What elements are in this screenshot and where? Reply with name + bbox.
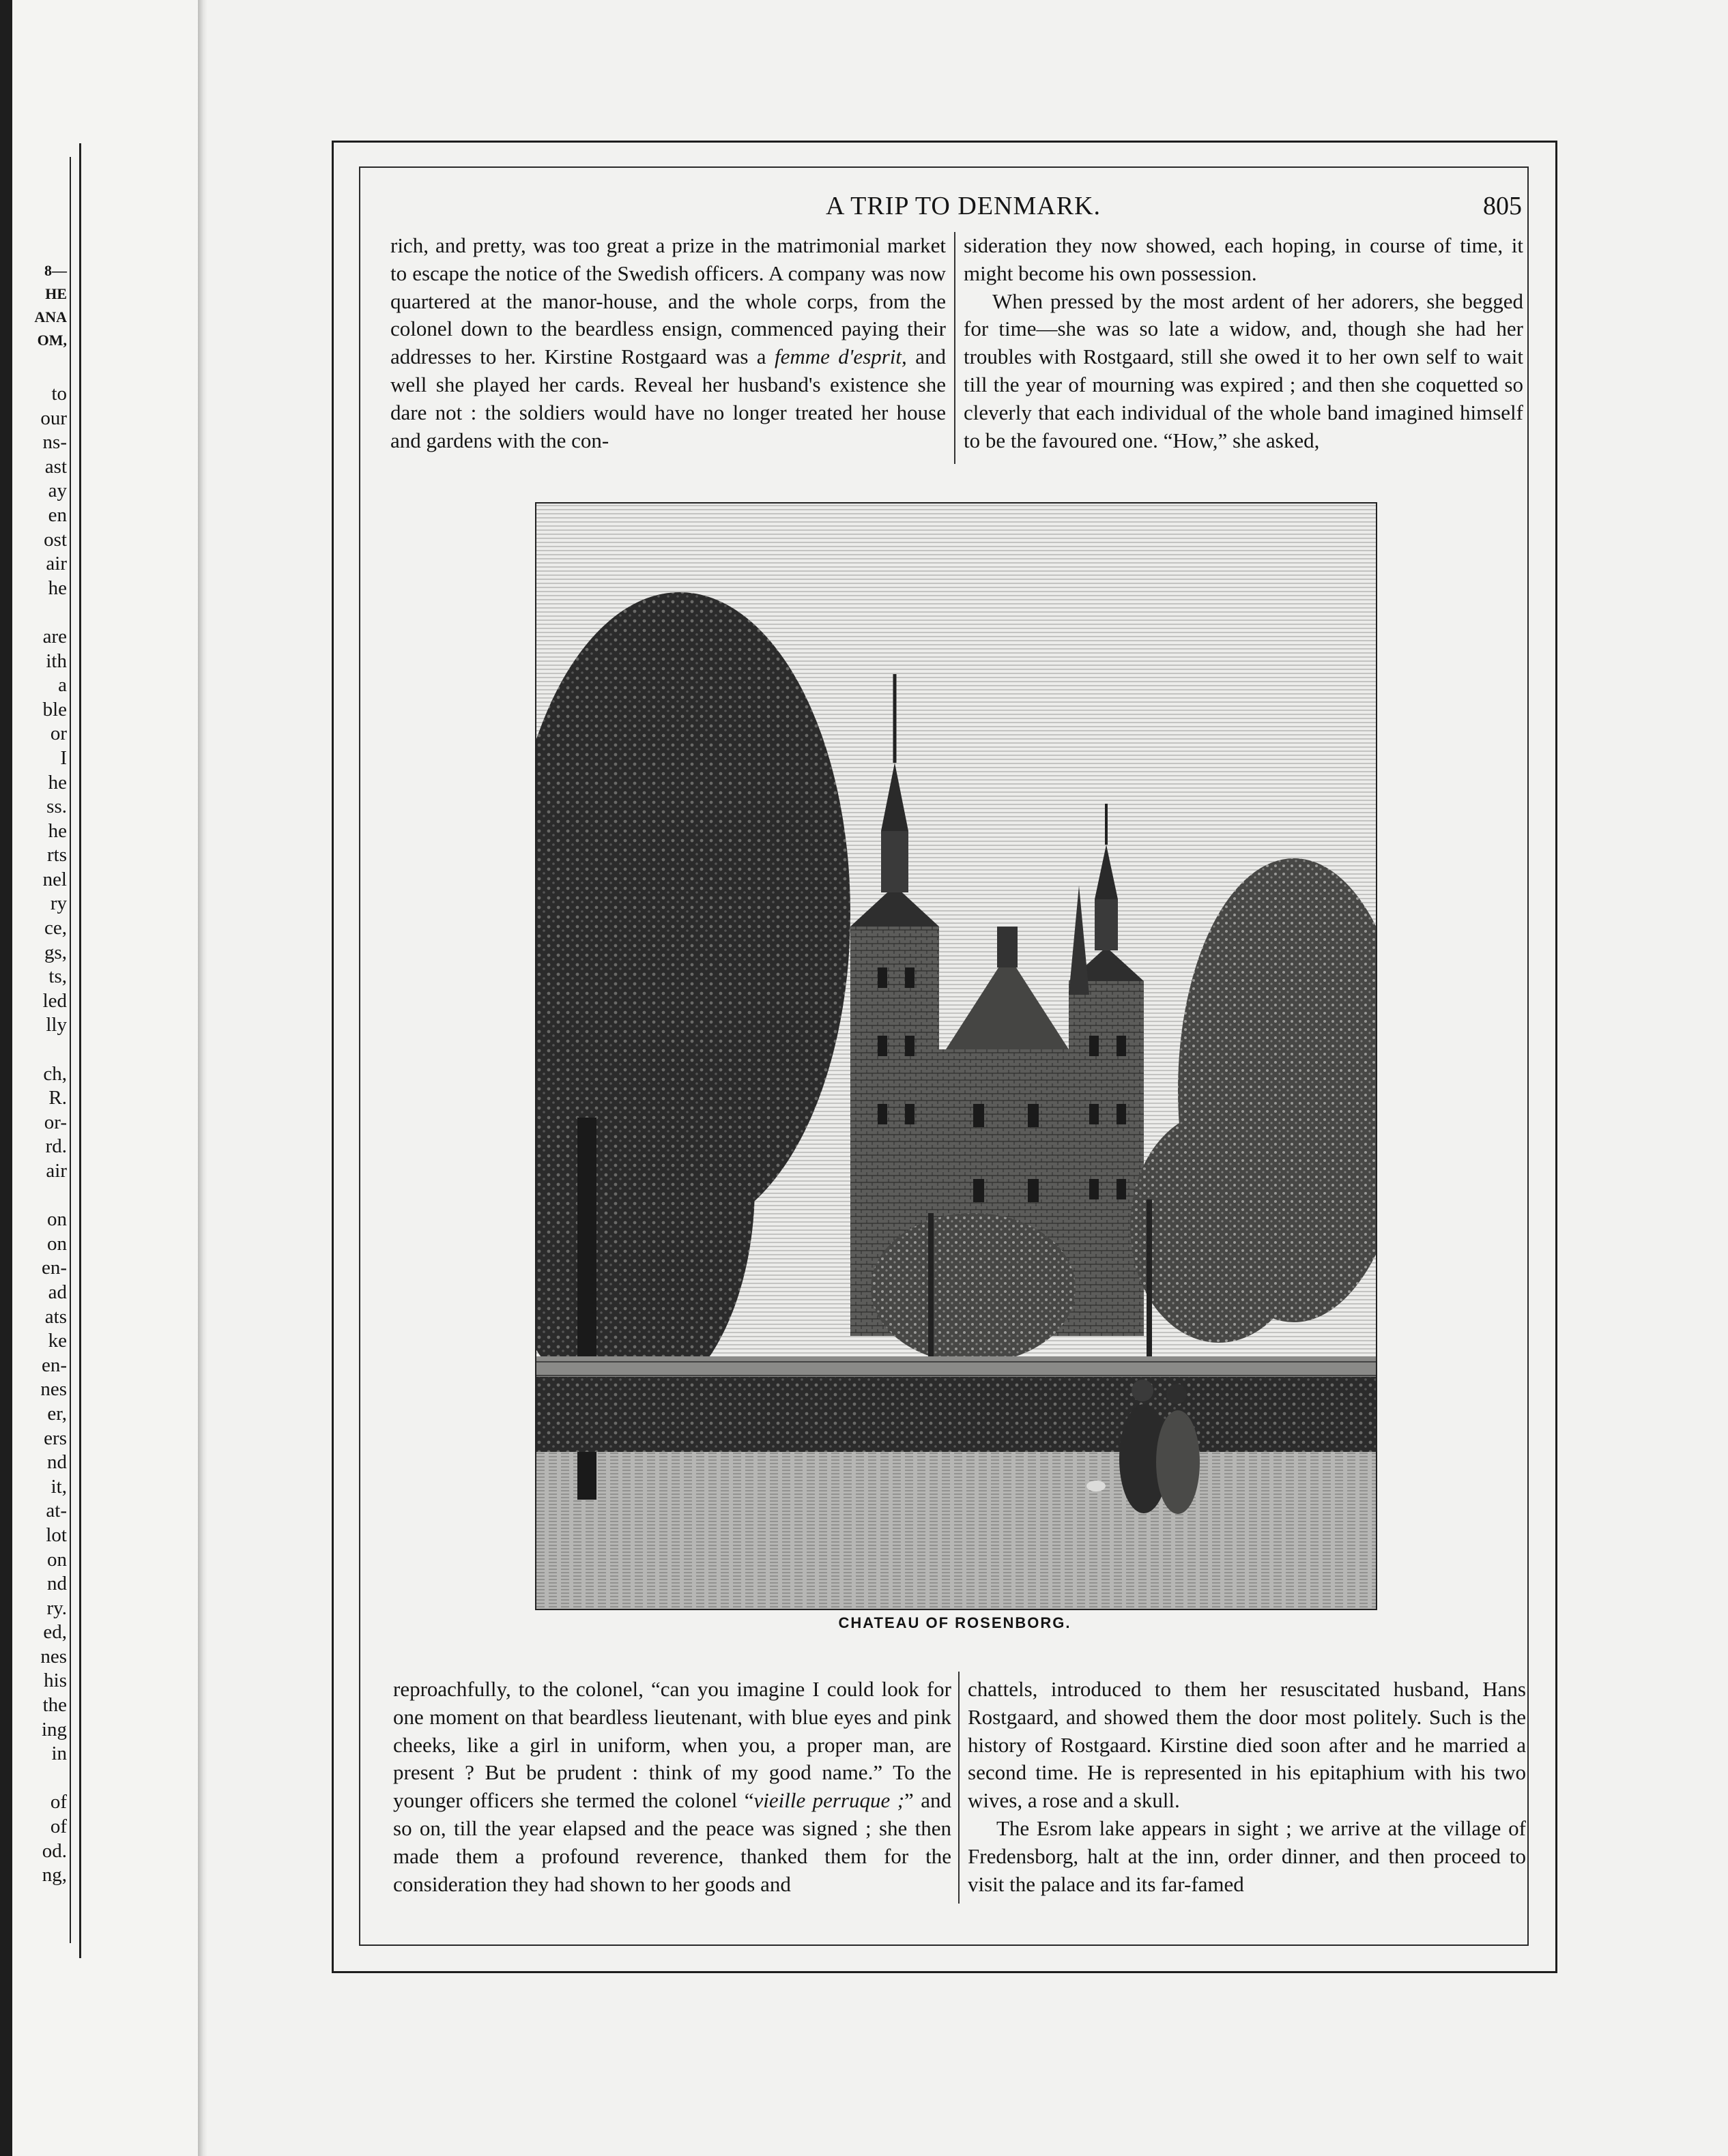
- top-left-column: [390, 232, 946, 454]
- running-title: A TRIP TO DENMARK.: [826, 192, 1101, 220]
- bottom-right-column: [968, 1676, 1526, 1898]
- bottom-left-column: [393, 1676, 951, 1898]
- figure-caption: CHATEAU OF ROSENBORG.: [838, 1614, 1071, 1631]
- column-rule-top: [954, 232, 955, 464]
- paragraph: sideration they now showed, each hoping, in course of time, it might become his own possession.: [964, 233, 1523, 285]
- adjacent-page: [12, 0, 198, 2156]
- text-run: reproachfully, to the colonel, “can you imagine I could look for one moment on that beardless lieutenant, with blue eyes and pink cheeks, like a girl in uniform, when you, a proper man, are present ? But be prudent : think of my good name.” To the younger officers she termed the colonel “: [393, 1677, 951, 1813]
- engraving-illustration: [535, 502, 1377, 1610]
- paragraph: [390, 232, 946, 454]
- text-run: and well she played her cards. Reveal her husband's existence she dare not : the soldiers would have no longer treated her house and gardens with the con-: [390, 345, 946, 452]
- running-header: [382, 191, 1529, 224]
- top-right-column: [964, 232, 1523, 454]
- page-fold-shadow: [198, 0, 207, 2156]
- page-number: 805: [1483, 192, 1522, 220]
- text-run: rich, and pretty, was too great a prize in the matrimonial market to escape the notice of the Swedish officers. A company was now quartered at the manor-house, and the whole corps, from the colonel down to the beardless ensign, commenced paying their addresses to her. Kirstine Rostgaard was a: [390, 233, 946, 369]
- adjacent-page-text-fragments: to our ns- ast ay en ost air he are ith a ble or I he ss. he rts nel ry ce, gs, ts, led lly ch, R. or- rd. air on on en- ad ats ke en- nes er, ers nd it, at- lot on nd ry. ed, nes his the ing in of of od. ng,: [40, 383, 67, 1886]
- adjacent-page-heading-fragments: 8— HE ANA OM,: [34, 262, 67, 349]
- castle-engraving: [536, 504, 1376, 1609]
- text-run: ” and so on, till the year elapsed and the peace was signed ; she then made them a profound reverence, thanked them for the consideration they had shown to her goods and: [393, 1788, 951, 1896]
- paragraph: chattels, introduced to them her resuscitated husband, Hans Rostgaard, and showed them the door most politely. Such is the history of Rostgaard. Kirstine died soon after and he married a second time. He is represented in his epitaphium with his two wives, a rose and a skull.: [968, 1677, 1526, 1813]
- paragraph: The Esrom lake appears in sight ; we arrive at the village of Fredensborg, halt at the inn, order dinner, and then proceed to visit the palace and its far-famed: [968, 1816, 1526, 1896]
- italic-phrase: vieille perruque ;: [753, 1788, 905, 1813]
- italic-phrase: femme d'esprit,: [774, 345, 907, 369]
- paragraph: [393, 1676, 951, 1898]
- column-rule-bottom: [958, 1672, 960, 1904]
- book-gutter: [0, 0, 12, 2156]
- paragraph: When pressed by the most ardent of her adorers, she begged for time—she was so late a widow, and, though she had her troubles with Rostgaard, still she owed it to her own self to wait till the year of mourning was expired ; and then she coquetted so cleverly that each individual of the whole band imagined himself to be the favoured one. “How,” she asked,: [964, 289, 1523, 452]
